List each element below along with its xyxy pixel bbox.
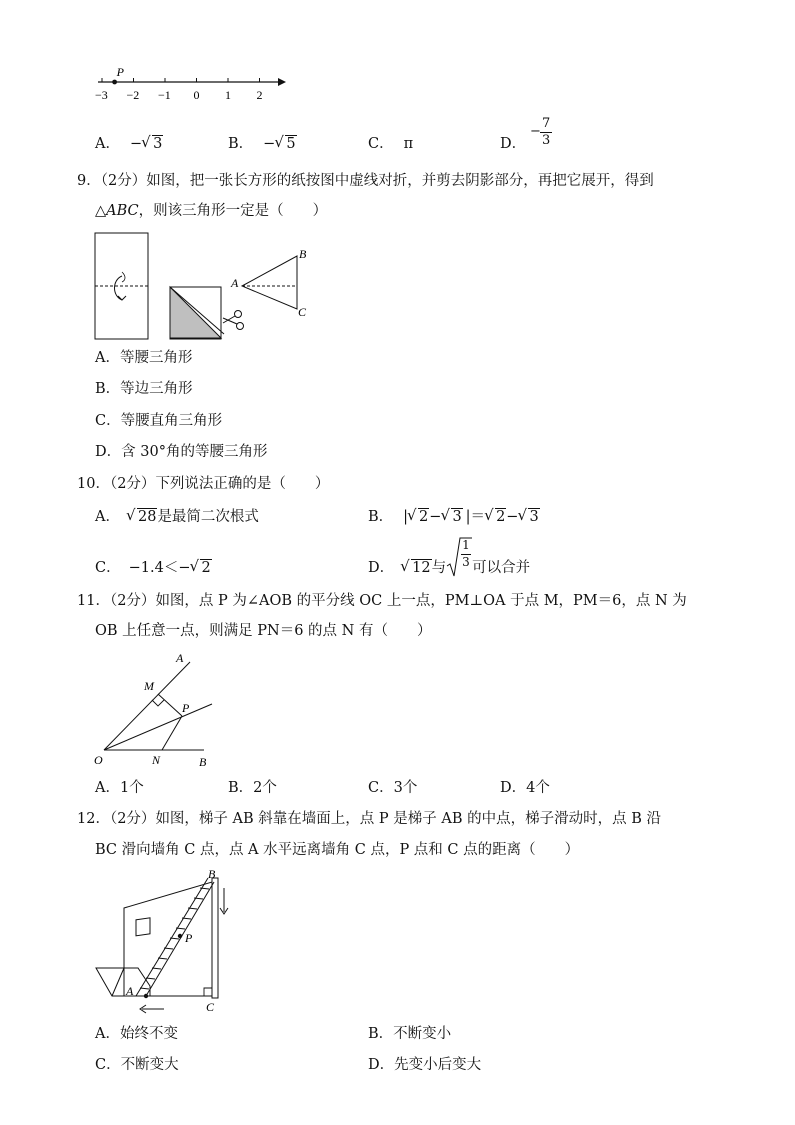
option-text: 是最简二次根式 xyxy=(157,509,259,525)
q10-option-d[interactable] xyxy=(368,538,531,578)
vertex-b-label: B xyxy=(299,247,307,261)
question-score: （2分） xyxy=(109,593,156,609)
option-text: 3个 xyxy=(393,780,418,796)
option-label: A． xyxy=(95,350,120,366)
question-number: 11． xyxy=(77,593,110,609)
option-text: 等边三角形 xyxy=(120,381,193,397)
option-label: D． xyxy=(368,560,395,576)
question-number: 10． xyxy=(77,476,110,492)
q8-option-a[interactable] xyxy=(95,134,163,154)
option-label: A． xyxy=(95,136,120,152)
option-text: 含 30°角的等腰三角形 xyxy=(121,444,268,460)
option-label: A． xyxy=(95,509,120,525)
q11-option-c[interactable] xyxy=(368,778,417,798)
option-label: D． xyxy=(95,444,122,460)
floor-plate xyxy=(96,968,150,996)
q9-figure xyxy=(92,230,352,350)
right-angle-mark xyxy=(152,700,164,706)
q8-option-d[interactable] xyxy=(500,134,526,154)
right-angle-mark xyxy=(204,988,212,996)
wall-edge-bc xyxy=(212,878,218,998)
option-label: A． xyxy=(95,780,120,796)
minus-sign: − xyxy=(429,509,442,525)
label-c: C xyxy=(206,1000,215,1014)
radical xyxy=(276,134,296,154)
q9-option-a[interactable] xyxy=(95,348,192,368)
label-a: A xyxy=(176,651,184,665)
option-label: D． xyxy=(500,780,527,796)
label-o: O xyxy=(94,753,103,767)
bisector-oc xyxy=(104,704,212,750)
option-label: B． xyxy=(368,1026,394,1042)
option-text: 1个 xyxy=(119,780,144,796)
less-than-sign: ＜ xyxy=(163,560,179,576)
radicand: 12 xyxy=(412,560,431,576)
radical xyxy=(409,507,429,527)
radical xyxy=(402,558,431,578)
abs-bar: | xyxy=(403,509,409,525)
question-text: 下列说法正确的是（ ） xyxy=(155,476,330,492)
number-line-tick-label: −3 xyxy=(95,88,108,102)
q8-option-c[interactable] xyxy=(368,134,413,154)
q9-option-b[interactable] xyxy=(95,379,193,399)
question-score: （2分） xyxy=(100,173,147,189)
option-label: B． xyxy=(95,381,121,397)
question-number: 9． xyxy=(77,173,101,189)
number-line-tick-label: 2 xyxy=(256,88,263,102)
connector-word: 与 xyxy=(431,560,447,576)
abs-bar-equals: |＝ xyxy=(465,509,486,525)
option-text: 先变小后变大 xyxy=(394,1057,482,1073)
q11-option-a[interactable] xyxy=(95,778,144,798)
minus-sign: − xyxy=(129,136,143,152)
question-text: 如图，梯子 AB 斜靠在墙面上，点 P 是梯子 AB 的中点，梯子滑动时，点 B 沿 xyxy=(155,811,661,827)
radical xyxy=(128,507,157,527)
q12-stem-line2 xyxy=(95,840,579,860)
point-p-dot xyxy=(112,80,117,85)
number-line-tick-label: 0 xyxy=(193,88,200,102)
question-text: ，则该三角形一定是（ ） xyxy=(138,203,328,219)
question-number: 12． xyxy=(77,811,110,827)
radicand: 3 xyxy=(529,509,539,525)
pi-value: π xyxy=(403,136,414,152)
q12-option-c[interactable] xyxy=(95,1055,179,1075)
fraction-numerator: 7 xyxy=(542,116,551,131)
wall-panel xyxy=(124,882,212,996)
option-label: C． xyxy=(95,1057,121,1073)
wall-window xyxy=(136,918,150,936)
q10-option-c[interactable] xyxy=(95,558,212,578)
question-text: 如图，把一张长方形的纸按图中虚线对折，并剪去阴影部分，再把它展开，得到 xyxy=(146,173,654,189)
radical xyxy=(191,558,211,578)
number-line-tick-label: 1 xyxy=(225,88,231,102)
radical xyxy=(519,507,539,527)
q12-stem-line1 xyxy=(77,809,661,829)
q12-option-d[interactable] xyxy=(368,1055,481,1075)
ray-oa xyxy=(104,662,190,750)
option-text: 等腰直角三角形 xyxy=(120,413,223,429)
radicand: 2 xyxy=(201,560,211,576)
label-b: B xyxy=(208,867,216,881)
option-label: B． xyxy=(368,509,394,525)
radicand: 28 xyxy=(137,509,157,525)
q9-stem-line2 xyxy=(95,201,327,221)
q10-option-a[interactable] xyxy=(95,507,259,527)
option-text: 可以合并 xyxy=(472,560,531,576)
radicand: 3 xyxy=(452,509,462,525)
option-label: C． xyxy=(95,560,121,576)
q11-option-d[interactable] xyxy=(500,778,550,798)
fraction-denominator: 3 xyxy=(542,133,551,148)
radicand: 2 xyxy=(419,509,429,525)
vertex-c-label: C xyxy=(298,305,307,319)
minus-sign: − xyxy=(506,509,519,525)
option-label: D． xyxy=(500,136,527,152)
question-score: （2分） xyxy=(109,476,156,492)
q8-option-b[interactable] xyxy=(228,134,297,154)
q9-option-d[interactable] xyxy=(95,442,267,462)
q10-option-b[interactable] xyxy=(368,507,540,527)
q11-figure xyxy=(92,650,232,770)
label-m: M xyxy=(144,679,154,693)
q12-figure xyxy=(92,868,242,1018)
label-p: P xyxy=(182,701,190,715)
q10-stem xyxy=(77,474,329,494)
question-score: （2分） xyxy=(109,811,156,827)
minus-sign: − xyxy=(263,136,276,152)
fraction-numerator: 1 xyxy=(462,538,470,552)
q11-stem-line2 xyxy=(95,621,431,641)
q12-option-b[interactable] xyxy=(368,1024,451,1044)
fraction-radical xyxy=(446,538,472,578)
option-text: 2个 xyxy=(253,780,277,796)
triangle-name: ABC xyxy=(106,203,139,219)
label-p: P xyxy=(185,931,193,945)
option-label: C． xyxy=(368,780,394,796)
label-a: A xyxy=(126,984,134,998)
q12-option-a[interactable] xyxy=(95,1024,178,1044)
option-label: B． xyxy=(228,136,254,152)
segment-pm xyxy=(158,694,182,716)
minus-sign: − xyxy=(178,560,191,576)
q11-option-b[interactable] xyxy=(228,778,277,798)
label-n: N xyxy=(152,753,161,767)
cut-shaded-region xyxy=(170,287,221,338)
q11-stem-line1 xyxy=(77,591,687,611)
question-text: OB 上任意一点，则满足 PN＝6 的点 N 有（ ） xyxy=(95,623,432,639)
question-text: BC 滑向墙角 C 点，点 A 水平远离墙角 C 点，P 点和 C 点的距离（ ） xyxy=(95,842,580,858)
option-label: D． xyxy=(368,1057,395,1073)
vertex-a-label: A xyxy=(231,276,239,290)
triangle-symbol: △ xyxy=(95,203,107,219)
option-text: 始终不变 xyxy=(119,1026,178,1042)
option-label: B． xyxy=(228,780,254,796)
q9-stem-line1 xyxy=(77,171,654,191)
radical xyxy=(442,507,462,527)
triangle-abc xyxy=(242,256,297,309)
point-p-label: P xyxy=(116,65,124,79)
number-line-figure xyxy=(90,66,290,106)
option-text: 不断变小 xyxy=(393,1026,452,1042)
option-text: 4个 xyxy=(526,780,550,796)
q9-option-c[interactable] xyxy=(95,411,222,431)
radicand: 3 xyxy=(153,136,163,152)
radicand: 2 xyxy=(496,509,506,525)
option-text: 等腰三角形 xyxy=(119,350,193,366)
label-b: B xyxy=(199,755,207,769)
fraction-denominator: 3 xyxy=(462,555,470,569)
option-text: 不断变大 xyxy=(120,1057,179,1073)
ladder xyxy=(136,878,214,996)
question-text: 如图，点 P 为∠AOB 的平分线 OC 上一点，PM⊥OA 于点 M，PM＝6，点 N 为 xyxy=(155,593,687,609)
point-p-dot xyxy=(178,934,182,938)
minus-sign: − xyxy=(530,124,541,139)
scissors-icon xyxy=(223,311,244,330)
number-line-arrow xyxy=(278,78,286,86)
number-line-tick-label: −2 xyxy=(126,88,140,102)
point-a-dot xyxy=(144,994,148,998)
radical xyxy=(143,134,163,154)
option-label: A． xyxy=(95,1026,120,1042)
option-label: C． xyxy=(368,136,394,152)
number-line-tick-label: −1 xyxy=(158,88,171,102)
radical xyxy=(486,507,506,527)
radicand: 5 xyxy=(286,136,296,152)
value-left: −1.4 xyxy=(128,560,164,576)
option-label: C． xyxy=(95,413,121,429)
